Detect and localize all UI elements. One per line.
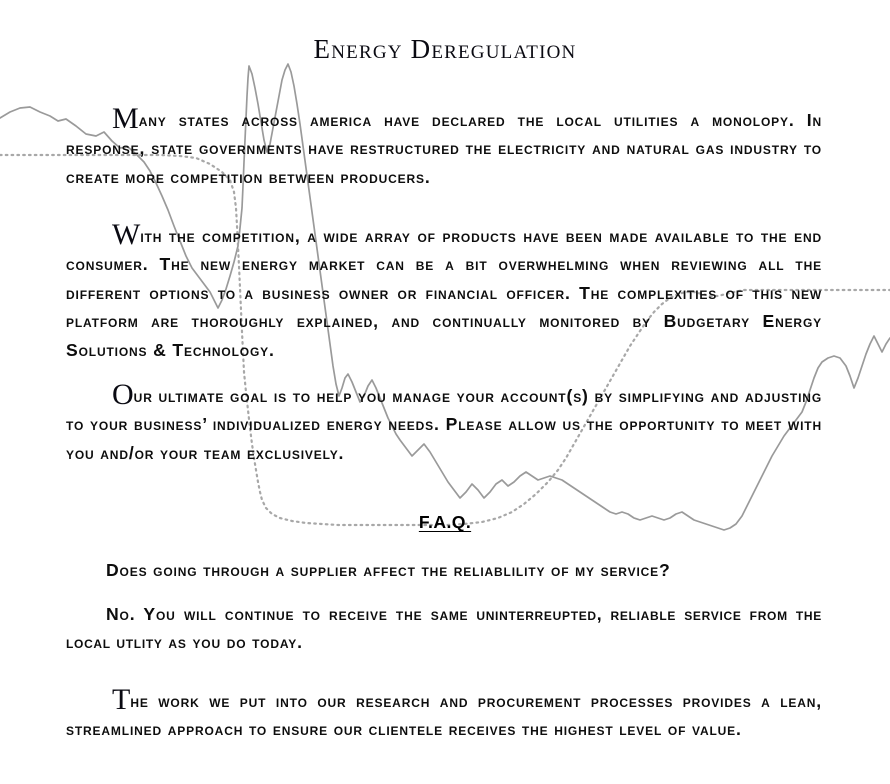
paragraph-competition-text: ith the competition, a wide array of products have been made available to the end consumer. The new energy market can be a bit overwhelming when reviewing all the different options to a business owner or financial officer. The complexities of this new platform are thoroughly explained, and continually monitored by Budgetary Energy Solutions & Technology. xyxy=(66,225,822,360)
faq-heading xyxy=(0,512,890,533)
dropcap-letter-m: M xyxy=(112,101,139,135)
faq-heading-label: F.A.Q. xyxy=(418,512,472,532)
dropcap-letter-o: O xyxy=(112,377,134,411)
paragraph-intro-text: any states across america have declared the local utilities a monolopy. In response, state governments have restructured the electricity and natural gas industry to create more competition between producers. xyxy=(66,109,822,187)
faq-answer-emphasis: same uninterreupted, reliable service from the local utlity xyxy=(66,603,822,653)
faq-question-text: Does going through a supplier affect the reliablility of my service? xyxy=(106,559,671,580)
page-title: Energy Deregulation xyxy=(313,34,577,64)
paragraph-goal-text: ur ultimate goal is to help you manage your account(s) by simplifying and adjusting to your business’ individualized energy needs. Please allow us the opportunity to meet with you and/or your team exclusively. xyxy=(66,385,822,463)
paragraph-intro xyxy=(66,101,822,192)
faq-answer xyxy=(66,600,822,657)
dropcap-letter-t: T xyxy=(112,682,131,716)
dropcap-letter-w: W xyxy=(112,217,141,251)
faq-answer-lead: No. You will continue to receive the xyxy=(106,603,431,624)
paragraph-closing xyxy=(66,682,822,744)
paragraph-competition xyxy=(66,217,822,365)
paragraph-goal xyxy=(66,377,822,468)
faq-question xyxy=(66,556,822,585)
faq-answer-tail: as you do today. xyxy=(162,632,303,653)
paragraph-closing-text: he work we put into our research and procurement processes provides a lean, streamlined approach to ensure our clientele receives the highest level of value. xyxy=(66,690,822,740)
